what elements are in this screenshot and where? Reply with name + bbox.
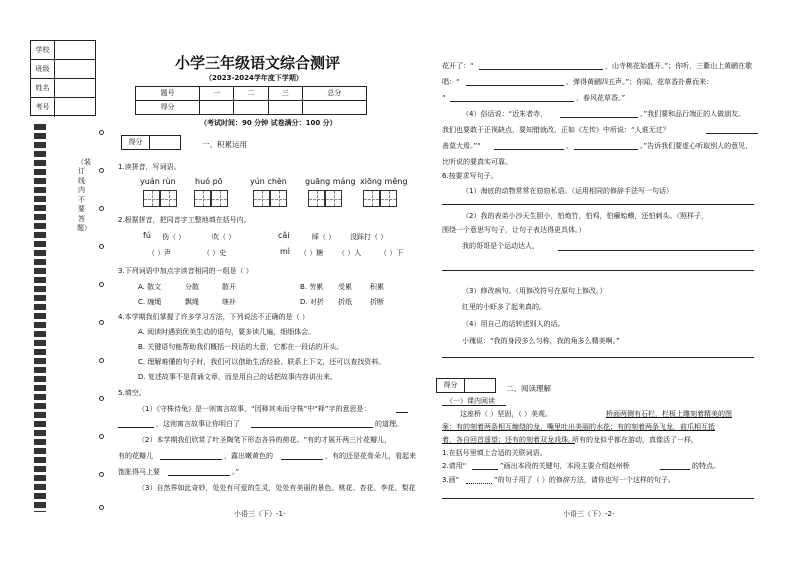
rq1: 1.在括号里填上合适的关联词语。: [442, 449, 547, 457]
q5-3-b2: ，山寺桃花始盛开。”；你听，三衢山上黄鹂在歌: [605, 62, 753, 70]
score-row-label: 得分: [136, 101, 200, 115]
writing-box[interactable]: [194, 190, 211, 207]
footer-page-2: 小语三（下）-2-: [563, 510, 615, 518]
q3-option: 积累: [370, 283, 384, 291]
name-field[interactable]: [55, 79, 95, 97]
q1-pinyin-4: guāng máng: [305, 177, 356, 186]
q3-option: 飘绳: [185, 298, 199, 306]
q5-3-b5: “: [442, 94, 446, 102]
score-col-header: 总分: [302, 87, 366, 101]
q5-3-b3: 唱：“: [442, 78, 460, 86]
school-field[interactable]: [55, 41, 95, 59]
exam-no-field[interactable]: [55, 98, 95, 117]
q5-4f: ，: [566, 142, 573, 150]
q3-option: A. 散文: [138, 283, 162, 291]
exam-no-label: 考号: [31, 98, 55, 117]
q5-4a: （4）俗话说：“近朱者赤，: [462, 110, 548, 118]
q6-2c: 我的哥哥是个运动达人，: [462, 242, 539, 250]
score-col-header: 一: [200, 87, 234, 101]
q5-3: （3）自然界如此奇妙，处处有可爱的生灵，处处有美丽的景色。桃花、杏花、李花、梨花: [138, 484, 416, 492]
student-info-box: [30, 40, 96, 116]
q2-item: 睬（ ）: [312, 233, 336, 241]
q5-2c: ，露出嫩黄色的: [224, 452, 273, 460]
q3-option: 受累: [338, 283, 352, 291]
writing-box[interactable]: [270, 190, 287, 207]
q5: 5.填空。: [118, 389, 146, 397]
score-cell[interactable]: [268, 101, 302, 115]
q5-2d: ，有的还是花骨朵儿，看起来: [325, 452, 416, 460]
q2-item: （ ）史: [203, 249, 227, 257]
score-col-header: 三: [268, 87, 302, 101]
q5-1a: （1）《守株待兔》是一则寓言故事，“因释其耒而守株”中“释”字的意思是：: [138, 405, 371, 413]
q4: 4.本学期我们掌握了许多学习方法，下列说法不正确的是（ ）: [118, 313, 309, 321]
footer-page-1: 小语三（下）-1-: [234, 510, 286, 518]
q6-1: （1）海底的动物常常在窃窃私语。（运用相同的修辞手法写一句话）: [462, 187, 673, 195]
q6-3b: 红里的小虾多了起来真的。: [462, 303, 546, 311]
writing-box[interactable]: [363, 190, 380, 207]
section2-heading: 二、阅读理解: [506, 384, 551, 393]
q4-option: B. 关键语句能帮助我们概括一段话的大意，它都在一段话的开头。: [138, 343, 344, 351]
q6-4b: 小瑰说：“我的身段多么匀称，我的角多么精美啊。”: [462, 337, 620, 345]
answer-line: [442, 498, 754, 499]
section2-score-field[interactable]: [465, 379, 495, 392]
q6-4: （4）用自己的话转述别人的话。: [462, 320, 565, 328]
page-title: 小学三年级语文综合测评: [175, 54, 341, 72]
q2-item: （ ）下: [380, 249, 404, 257]
reading-line-2: 案：有的刻着两条相互缠绕的龙，嘴里吐出美丽的水花；有的刻着两条飞龙，前爪相互抵: [442, 423, 715, 431]
reading-line-3b: 所有的龙似乎都在游动，真像活了一样。: [572, 436, 698, 444]
answer-line: [558, 250, 754, 251]
section1-heading: 一、积累运用: [202, 140, 247, 149]
section2-score-box: 得分: [436, 378, 496, 393]
rq3b: ”的句子用了（ ）的修辞方法，请你也写一个这样的句子。: [494, 476, 675, 484]
q3-option: 折纸: [338, 298, 352, 306]
answer-line: [442, 204, 754, 205]
q2-item: 没踩打（ ）: [350, 233, 388, 241]
rq3a: 3.画“: [442, 476, 460, 484]
q5-4g: 。”告诉我们要虚心听取别人的意见，: [640, 142, 753, 150]
q1-pinyin-3: yún chèn: [250, 177, 287, 186]
q6-3: （3）修改病句。（用修改符号在原句上修改。）: [462, 287, 607, 295]
page-subtitle: （2023-2024学年度下学期）: [205, 74, 303, 82]
q1: 1.读拼音，写词语。: [118, 163, 181, 171]
writing-box[interactable]: [253, 190, 270, 207]
writing-box[interactable]: [211, 190, 228, 207]
score-cell[interactable]: [200, 101, 234, 115]
score-cell[interactable]: [234, 101, 268, 115]
q5-4h: 比听说的要真实可靠。: [442, 158, 512, 166]
section1-score-field[interactable]: [150, 136, 180, 149]
q5-4c: 我们也要敢于正视缺点，要知错就改，正如《左传》中所说：“人谁无过？: [442, 126, 670, 134]
q5-3-b4: ，弹得黄鹂四五声。”；你闻，花草香扑鼻而来：: [566, 78, 714, 86]
q6: 6.按要求写句子。: [442, 172, 498, 180]
binding-strip: [34, 124, 46, 512]
q5-4e: 善莫大焉。”“: [442, 142, 481, 150]
q3-option: B. 劳累: [300, 283, 324, 291]
rq2a: 2.请用“: [442, 462, 467, 470]
q6-2a: （2）我的表弟小沙天生胆小，怕炮竹，怕鸡，怕癞蛤蟆，还怕刺头。（照样子，: [462, 212, 708, 220]
q2-item: （ ）声: [148, 249, 172, 257]
class-field[interactable]: [55, 60, 95, 78]
score-col-header: 题号: [136, 87, 200, 101]
q2-pinyin-cai: cǎi: [278, 231, 290, 240]
q5-3-b1: 花开了：“: [442, 62, 474, 70]
q2: 2.根据拼音，把同音字工整地填在括号内。: [118, 216, 251, 224]
q5-1c: 的道理。: [375, 420, 403, 428]
score-col-header: 二: [234, 87, 268, 101]
school-label: 学校: [31, 41, 55, 59]
q3: 3.下列词语中加点字读音相同的一组是（ ）: [118, 267, 253, 275]
q4-option: A. 阅读时遇到优美生动的语句，要多读几遍，细细体会。: [138, 328, 316, 336]
score-cell[interactable]: [302, 101, 366, 115]
score-table: [135, 86, 367, 115]
answer-line: [442, 270, 754, 271]
q4-option: D. 复述故事不是背诵文章，而是用自己的话把故事内容讲出来。: [138, 373, 337, 381]
reading-line-1a: 这座桥（ ）坚固，（ ）美观。: [460, 410, 552, 418]
q3-option: 散开: [222, 283, 236, 291]
q1-pinyin-2: huó pō: [195, 177, 223, 186]
q2-pinyin-mi: mì: [280, 247, 291, 256]
name-label: 姓名: [31, 79, 55, 97]
q3-option: 继补: [222, 298, 236, 306]
q4-option: C. 理解难懂的句子时，我们可以借助生活经验、联系上下文，还可以查找资料。: [138, 358, 386, 366]
reading-line-1b: 桥面两侧有石栏，栏板上雕刻着精美的图: [606, 410, 732, 418]
q5-4b: 。”我们要和品行端正的人做朋友。: [640, 110, 746, 118]
binding-notice: （装订线内不要答题）: [77, 158, 91, 233]
writing-box[interactable]: [160, 190, 177, 207]
q3-option: C. 缠绳: [138, 298, 162, 306]
answer-line: [442, 357, 754, 358]
q6-2b: 围绕一个意思写句子，让句子表达得更具体。）: [442, 226, 586, 234]
q5-1b: ，这则寓言故事让你明白了: [156, 420, 240, 428]
section2-sub: （一）课内阅读: [446, 397, 495, 405]
q3-option: 折断: [370, 298, 384, 306]
rq2b: ”画出本段的关键句，本段主要介绍赵州桥: [500, 462, 630, 470]
exam-meta: （考试时间：90 分钟 试卷满分：100 分）: [200, 119, 337, 127]
section1-score-box: 得分: [121, 135, 181, 150]
q5-2a: （2）本学期我们欣赏了叶圣陶笔下形态各异的荷花。“有的才展开两三片花瓣儿，: [138, 436, 392, 444]
q5-2b: 有的花瓣儿: [118, 452, 153, 460]
q1-pinyin-1: yuán rùn: [140, 177, 176, 186]
q2-item: （ ）糖: [300, 249, 324, 257]
writing-box[interactable]: [143, 190, 160, 207]
writing-box[interactable]: [308, 190, 325, 207]
writing-box[interactable]: [325, 190, 342, 207]
rq2c: 的特点。: [692, 462, 720, 470]
q3-option: 分散: [185, 283, 199, 291]
q5-3-b6: ，春风花草香。”: [576, 94, 626, 102]
class-label: 班级: [31, 60, 55, 78]
reading-line-3a: 着，各自回首遥望；还有的刻着双龙戏珠。: [442, 436, 575, 444]
q3-option: D. 对折: [300, 298, 324, 306]
q5-2f: 。”: [232, 468, 240, 476]
binding-holes: [99, 130, 105, 510]
q2-item: （ ）人: [338, 249, 362, 257]
q1-pinyin-5: xiōng měng: [360, 177, 408, 186]
q2-item: 吹（ ）: [212, 233, 236, 241]
q2-pinyin-fu: fú: [143, 231, 151, 240]
q5-2e: 饱胀得马上要: [118, 468, 160, 476]
q2-item: 伤（ ）: [162, 233, 186, 241]
writing-box[interactable]: [380, 190, 397, 207]
